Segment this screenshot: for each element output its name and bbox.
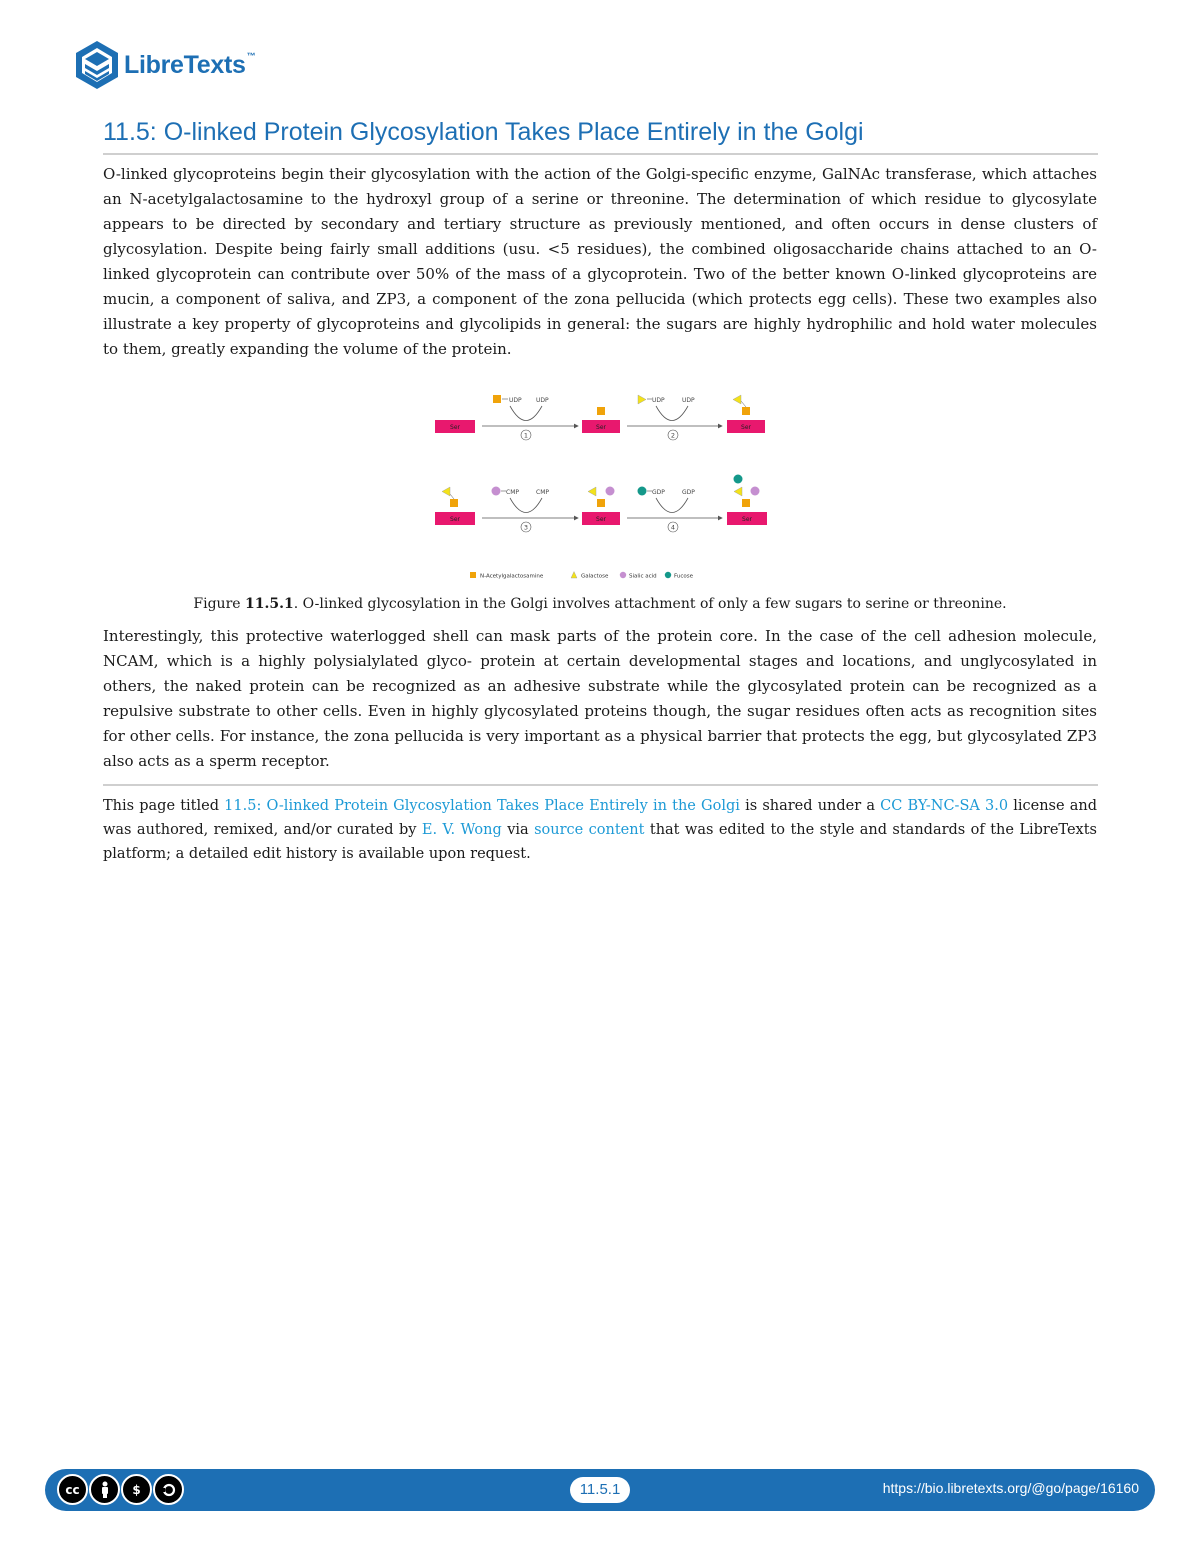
svg-text:GDP: GDP: [652, 489, 665, 496]
cc-icon: cc: [57, 1474, 88, 1505]
svg-text:N-Acetylgalactosamine: N-Acetylgalactosamine: [480, 573, 544, 580]
svg-text:GDP: GDP: [682, 489, 695, 496]
cc-license-badge[interactable]: [57, 1474, 184, 1505]
svg-text:Galactose: Galactose: [581, 573, 609, 580]
figure-legend: [470, 572, 694, 580]
section-divider: [103, 784, 1098, 786]
svg-text:UDP: UDP: [652, 397, 665, 404]
row1-ser-end: [727, 395, 765, 433]
page-title: 11.5: O-linked Protein Glycosylation Takes Place Entirely in the Golgi: [103, 118, 1098, 155]
license-link[interactable]: CC BY-NC-SA 3.0: [880, 798, 1009, 814]
svg-text:2: 2: [670, 431, 676, 440]
license-notice: This page titled 11.5: O-linked Protein Glycosylation Takes Place Entirely in the Golgi is shared under a CC BY-NC-SA 3.0 license and was authored, remixed, and/or curated by E. V. Wong via source content that was edited to the style and standards of the LibreTexts platform; a detailed edit history is available upon request.: [103, 798, 1097, 862]
svg-text:UDP: UDP: [682, 397, 695, 404]
row2-ser-start: [435, 487, 475, 525]
author-link[interactable]: E. V. Wong: [421, 822, 502, 838]
svg-text:Ser: Ser: [450, 516, 460, 523]
libretexts-logo[interactable]: [74, 40, 255, 90]
fucose-icon: [638, 487, 647, 496]
ser-label: Ser: [450, 424, 460, 431]
figure-caption: Figure 11.5.1. O-linked glycosylation in the Golgi involves attachment of only a few sugars to serine or threonine.: [193, 596, 1007, 612]
galactose-icon: [638, 395, 646, 404]
share-alike-icon: [153, 1474, 184, 1505]
by-attribution-icon: [89, 1474, 120, 1505]
body-paragraph-2: Interestingly, this protective waterlogged shell can mask parts of the protein core. In the case of the cell adhesion molecule, NCAM, which is a highly polysialylated glyco- protein at certain developmental stages and locations, and unglycosylated in others, the naked protein can be recognized as an adhesive substrate while the glycosylated protein can be recognized as a repulsive substrate to other cells. Even in highly glycosylated proteins though, the sugar residues often acts as recognition sites for other cells. For instance, the zona pellucida is very important as a physical barrier that protects the egg, but glycosylated ZP3 also acts as a sperm receptor.: [103, 627, 1097, 770]
svg-text:Ser: Ser: [741, 424, 751, 431]
non-commercial-icon: $: [121, 1474, 152, 1505]
page-number: 11.5.1: [570, 1477, 630, 1503]
svg-text:CMP: CMP: [536, 489, 549, 496]
page-url[interactable]: https://bio.libretexts.org/@go/page/16160: [882, 1480, 1139, 1496]
svg-text:CMP: CMP: [506, 489, 519, 496]
page-title-link[interactable]: 11.5: O-linked Protein Glycosylation Takes Place Entirely in the Golgi: [224, 798, 740, 814]
svg-text:Ser: Ser: [596, 424, 606, 431]
logo-wordmark: LibreTexts™: [124, 50, 256, 79]
svg-text:3: 3: [523, 523, 529, 532]
body-paragraph-1: O-linked glycoproteins begin their glycosylation with the action of the Golgi-specific enzyme, GalNAc transferase, which attaches an N-acetylgalactosamine to the hydroxyl group of a serine or threonine. The determination of which residue to glycosylate appears to be directed by secondary and tertiary structure as previously mentioned, and often occurs in dense clusters of glycosylation. Despite being fairly small additions (usu. <5 residues), the combined oligosaccharide chains attached to an O-linked glycoprotein can contribute over 50% of the mass of a glycoprotein. Two of the better known O-linked glycoproteins are mucin, a component of saliva, and ZP3, a component of the zona pellucida (which protects egg cells). These two examples also illustrate a key property of glycoproteins and glycolipids in general: the sugars are highly hydrophilic and hold water molecules to them, greatly expanding the volume of the protein.: [103, 165, 1097, 358]
libretexts-logo-icon: [74, 40, 120, 90]
svg-text:Ser: Ser: [742, 516, 752, 523]
svg-text:UDP: UDP: [509, 397, 522, 404]
row2-ser-middle: [582, 487, 620, 526]
sialic-acid-icon: [492, 487, 501, 496]
galnac-icon: [493, 395, 501, 403]
svg-text:Fucose: Fucose: [674, 573, 693, 580]
figure-number: 11.5.1: [245, 596, 294, 612]
svg-text:Ser: Ser: [596, 516, 606, 523]
svg-text:4: 4: [670, 523, 676, 532]
row2-ser-end: [727, 475, 767, 526]
svg-text:UDP: UDP: [536, 397, 549, 404]
page-footer: [45, 1469, 1155, 1511]
row1-ser-start: [435, 420, 475, 433]
svg-text:1: 1: [523, 431, 529, 440]
row1-ser-middle: [582, 407, 620, 433]
svg-text:Sialic acid: Sialic acid: [629, 573, 657, 580]
source-content-link[interactable]: source content: [534, 822, 645, 838]
glycosylation-figure: [430, 385, 775, 585]
